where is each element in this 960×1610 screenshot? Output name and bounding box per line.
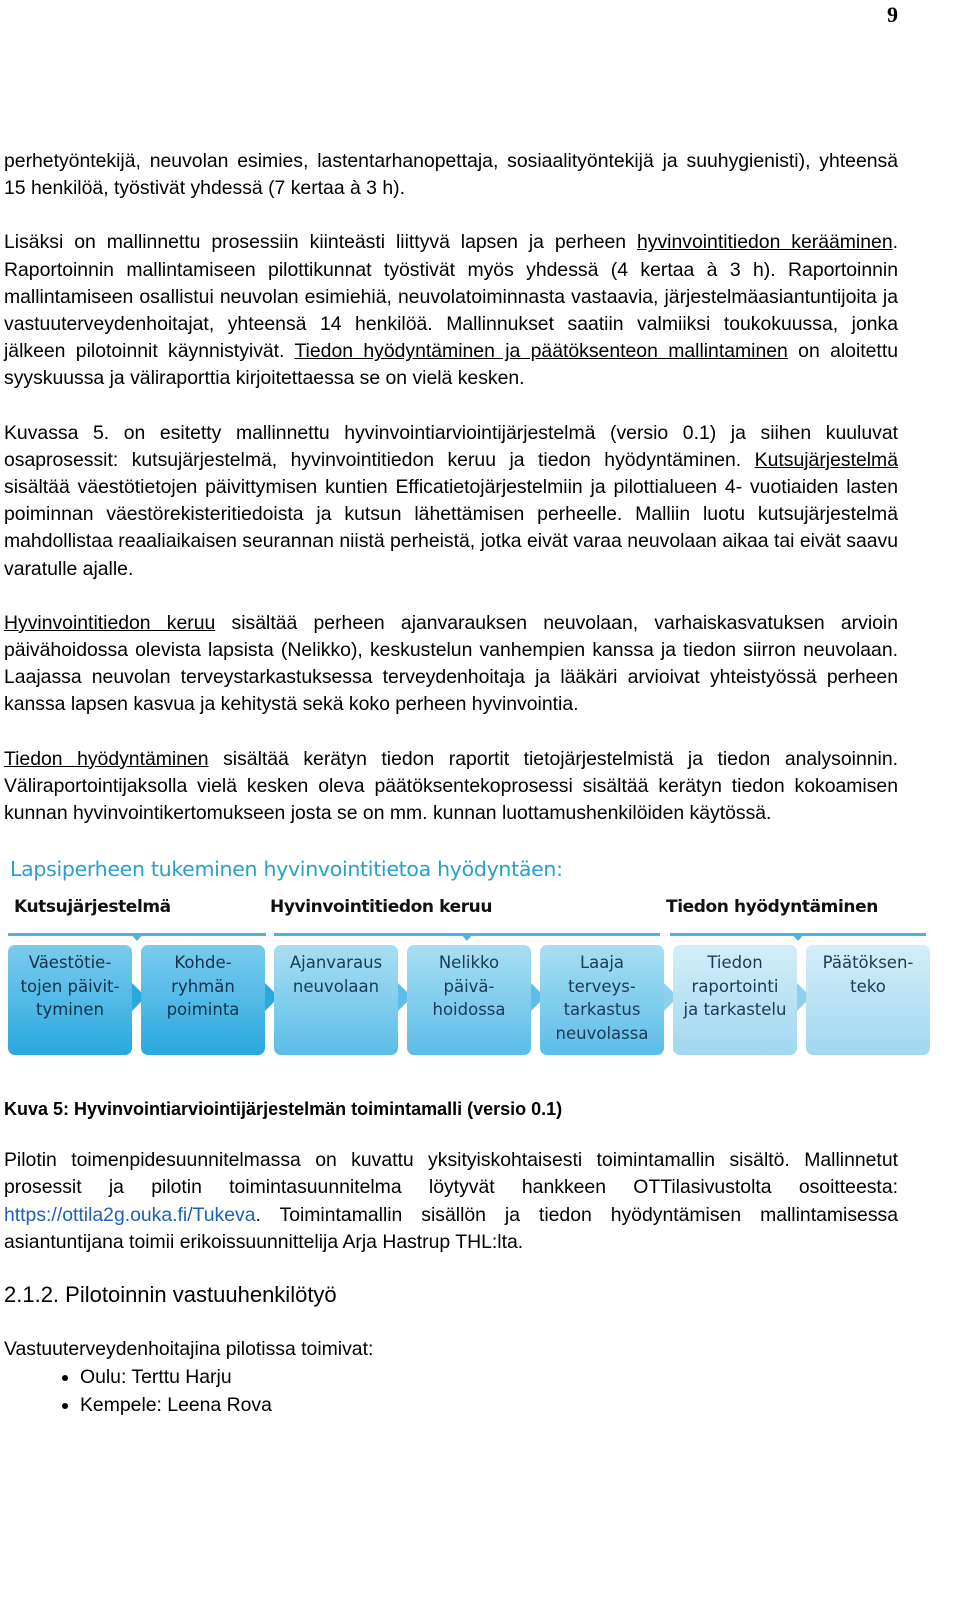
- page-number: 9: [887, 2, 898, 27]
- term-kutsujarjestelma: Kutsujärjestelmä: [754, 448, 898, 471]
- figure-caption: Kuva 5: Hyvinvointiarviointijärjestelmän toimintamalli (versio 0.1): [4, 1099, 563, 1120]
- paragraph-6: [4, 1147, 898, 1256]
- responsible-persons-list: [4, 1363, 898, 1419]
- text-span: on aloitettu syyskuussa ja väliraporttia kirjoitettaessa se on vielä kesken.: [4, 340, 898, 390]
- group-bracket: [8, 933, 266, 944]
- term-tiedon-hyodyntaminen: Tiedon hyödyntäminen: [4, 747, 209, 770]
- document-body: [4, 148, 914, 1419]
- paragraph-7: Vastuuterveydenhoitajina pilotissa toimivat:: [4, 1338, 374, 1361]
- text-span: . Raportoinnin mallintamiseen pilottikunnat työstivät myös yhdessä (4 kertaa à 3 h). Raportoinnin mallintamiseen osallistui neuvolan esimiehiä, neuvolatoiminnasta vastaavia, järjestelmäasiantuntijoita ja vastuuterveydenhoitajat, yhteensä 14 henkilöä. Mallinnukset saatiin valmiiksi toukokuussa, jonka jälkeen pilotoinnit käynnistyivät.: [4, 231, 898, 363]
- step-ajanvaraus-neuvolaan: Ajanvaraus neuvolaan: [274, 945, 398, 1055]
- step-laaja-terveystarkastus: Laaja terveys- tarkastus neuvolassa: [540, 945, 664, 1055]
- group-bracket: [274, 933, 660, 944]
- text-span: Kuvassa 5. on esitetty mallinnettu hyvinvointiarviointijärjestelmä (versio 0.1) ja siihen kuuluvat osaprosessit: kutsujärjestelmä, hyvinvointitiedon keruu ja tiedon hyödyntäminen.: [4, 421, 898, 471]
- text-span: sisältää väestötietojen päivittymisen kuntien Efficatietojärjestelmiin ja pilottialueen 4- vuotiaiden lasten poiminnan väestörekisteritiedoista ja kutsun lähettämisen perheelle. Malliin luotu kutsujärjestelmä mahdollistaa reaaliaikaisen seurannan niistä perheistä, jotka eivät varaa neuvolaan aikaa tai eivät saavu varatulle ajalle.: [4, 476, 898, 580]
- term-tiedon-hyodyntaminen-mallintaminen: Tiedon hyödyntäminen ja päätöksenteon mallintaminen: [294, 340, 788, 363]
- step-tiedon-raportointi: Tiedon raportointi ja tarkastelu: [673, 945, 797, 1055]
- section-heading: 2.1.2. Pilotoinnin vastuuhenkilötyö: [4, 1282, 337, 1308]
- step-nelikko-paivahoidossa: Nelikko päivä- hoidossa: [407, 945, 531, 1055]
- paragraph-4: [4, 610, 898, 719]
- term-hyvinvointitiedon-keraaminen: hyvinvointitiedon kerääminen: [636, 231, 893, 254]
- paragraph-1: perhetyöntekijä, neuvolan esimies, lastentarhanopettaja, sosiaalityöntekijä ja suuhygienisti), yhteensä 15 henkilöä, työstivät yhdessä (7 kertaa à 3 h).: [4, 150, 898, 200]
- paragraph-2: [4, 229, 898, 392]
- step-vaestotietojen-paivittyminen: Väestötie- tojen päivit- tyminen: [8, 945, 132, 1055]
- figure-title: Lapsiperheen tukeminen hyvinvointitietoa hyödyntäen:: [10, 857, 563, 882]
- process-figure: [4, 857, 914, 1097]
- group-bracket: [670, 933, 926, 944]
- list-item: • Kempele: Leena Rova: [80, 1391, 898, 1419]
- term-hyvinvointitiedon-keruu: Hyvinvointitiedon keruu: [4, 611, 216, 634]
- paragraph-3: [4, 420, 898, 583]
- text-span: Lisäksi on mallinnettu prosessiin kiinteästi liittyvä lapsen ja perheen: [4, 231, 637, 254]
- step-paatoksenteko: Päätöksen- teko: [806, 945, 930, 1055]
- group-label-tiedon-hyodyntaminen: Tiedon hyödyntäminen: [666, 897, 878, 918]
- list-item: • Oulu: Terttu Harju: [80, 1363, 898, 1391]
- paragraph-5: [4, 746, 898, 828]
- text-span: sisältää perheen ajanvarauksen neuvolaan, varhaiskasvatuksen arvioin päivähoidossa olevista lapsista (Nelikko), keskustelun vanhempien kanssa ja tiedon siirron neuvolaan. Laajassa neuvolan terveystarkastuksessa terveydenhoitaja ja lääkäri arvioivat yhteistyössä perheen kanssa lapsen kasvua ja kehitystä sekä koko perheen hyvinvointia.: [4, 611, 899, 716]
- text-span: Pilotin toimenpidesuunnitelmassa on kuvattu yksityiskohtaisesti toimintamallin sisältö. Mallinnetut prosessit ja pilotin toimintasuunnitelma löytyvät hankkeen OTTilasivustolta osoitteesta:: [4, 1149, 898, 1199]
- text-span: sisältää kerätyn tiedon raportit tietojärjestelmistä ja tiedon analysoinnin. Väliraportointijaksolla vielä kesken oleva päätöksentekoprosessi sisältää kerätyn tiedon kokoamisen kunnan hyvinvointikertomukseen josta se on mm. kunnan luottamushenkilöiden käytössä.: [4, 747, 899, 825]
- group-label-kutsujarjestelma: Kutsujärjestelmä: [14, 897, 171, 918]
- text-span: . Toimintamallin sisällön ja tiedon hyödyntämisen mallintamisessa asiantuntijana toimii erikoissuunnittelija Arja Hastrup THL:lta.: [4, 1203, 898, 1253]
- ottila-link[interactable]: https://ottila2g.ouka.fi/Tukeva: [4, 1203, 256, 1226]
- step-kohderyhman-poiminta: Kohde- ryhmän poiminta: [141, 945, 265, 1055]
- group-label-hyvinvointitiedon-keruu: Hyvinvointitiedon keruu: [270, 897, 493, 918]
